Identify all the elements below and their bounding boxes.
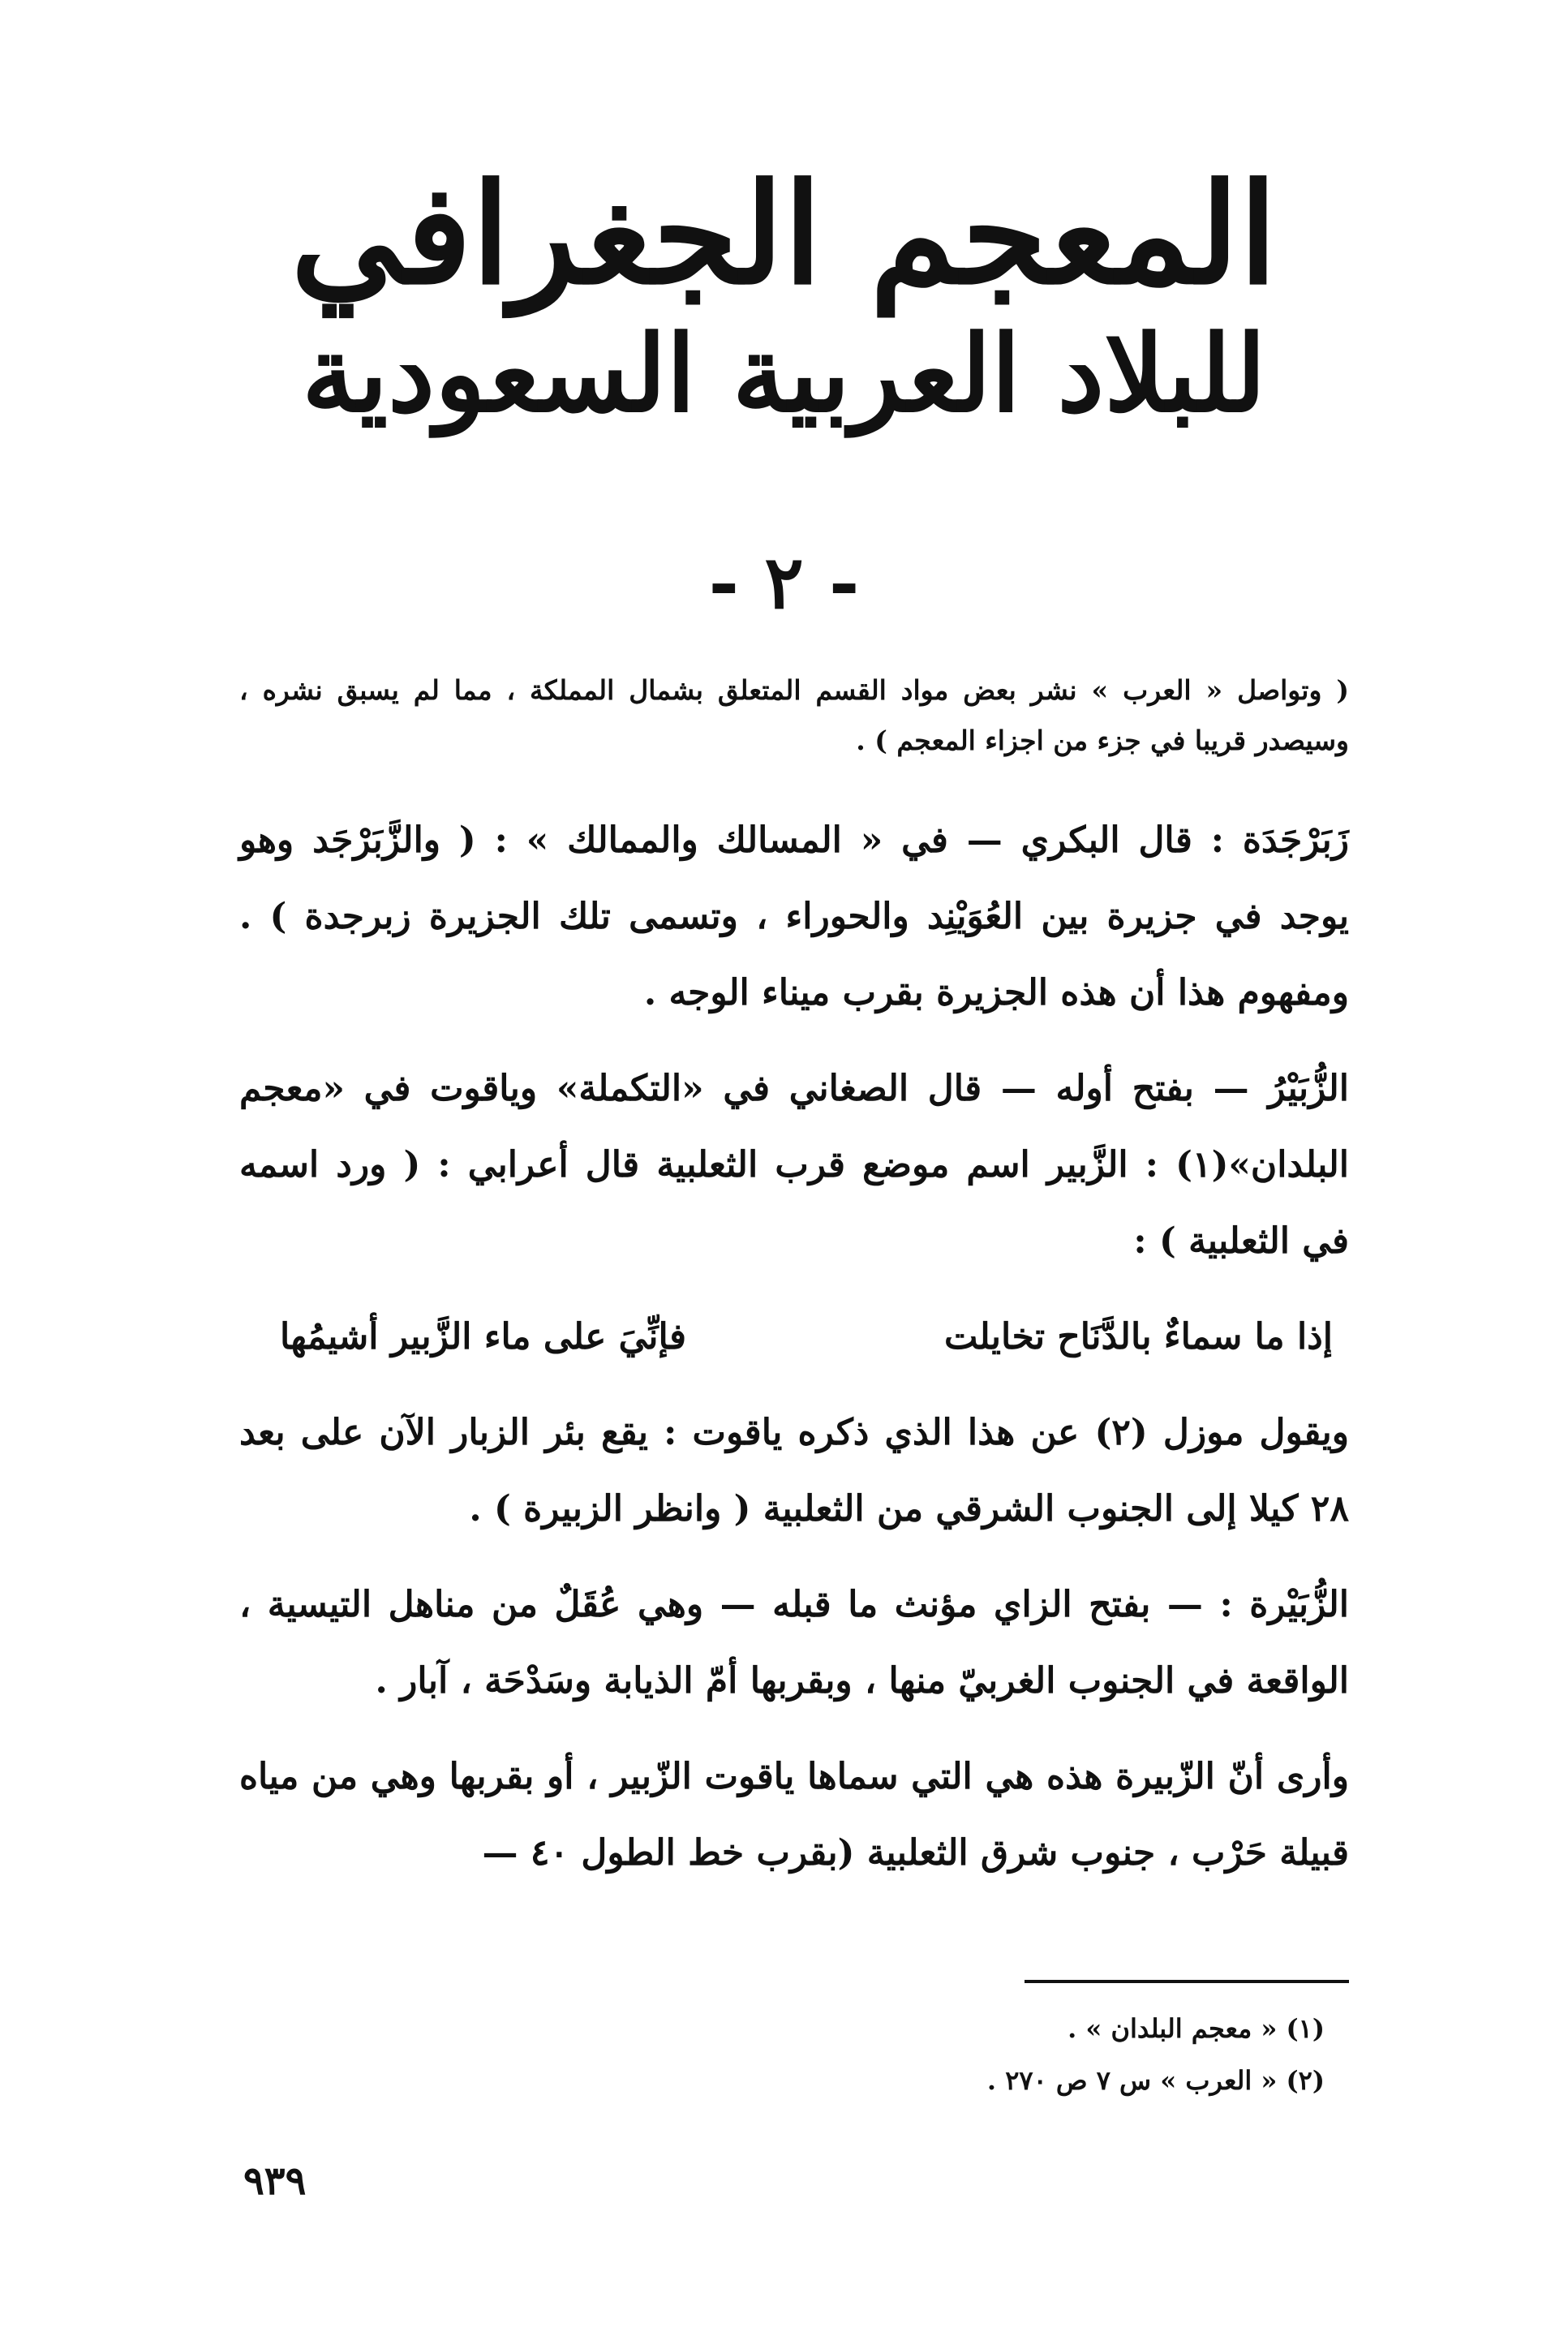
book-subtitle: للبلاد العربية السعودية <box>302 311 1266 436</box>
poetry-verse <box>280 1299 1333 1375</box>
editor-note: ( وتواصل « العرب » نشر بعض مواد القسم المتعلق بشمال المملكة ، مما لم يسبق نشره ، وسيصدر قريبا في جزء من اجزاء المعجم ) . <box>239 674 1349 756</box>
part-number: - ٢ - <box>708 540 860 626</box>
entry-zubayra: الزُّبَيْرة : — بفتح الزاي مؤنث ما قبله — وهي عُقَلٌ من مناهل التيسية ، الواقعة في الجنوب الغربيّ منها ، وبقربها أمّ الذيابة وسَدْحَة ، آبار . <box>239 1584 1349 1702</box>
entry-musil-note: ويقول موزل (٢) عن هذا الذي ذكره ياقوت : يقع بئر الزبار الآن على بعد ٢٨ كيلا إلى الجنوب الشرقي من الثعلبية ( وانظر الزبيرة ) . <box>239 1412 1349 1530</box>
entry-zubayr: الزُّبَيْرُ — بفتح أوله — قال الصغاني في «التكملة» وياقوت في «معجم البلدان»(١) : الزَّبير اسم موضع قرب الثعلبية قال أعرابي : ( ورد اسمه في الثعلبية ) : <box>239 1068 1349 1262</box>
entry-zabarjada: زَبَرْجَدَة : قال البكري — في « المسالك والممالك » : ( والزَّبَرْجَد وهو يوجد في جزيرة بين العُوَيْنِد والحوراء ، وتسمى تلك الجزيرة زبرجدة ) . ومفهوم هذا أن هذه الجزيرة بقرب ميناء الوجه . <box>239 820 1349 1013</box>
body-text <box>239 665 1349 1911</box>
footnotes <box>987 2003 1325 2106</box>
footnote-2: (٢) « العرب » س ٧ ص ٢٧٠ . <box>986 2065 1325 2096</box>
verse-hemistich-1: إذا ما سماءٌ بالدَّنَاح تخايلت <box>944 1316 1333 1358</box>
entry-author-opinion: وأرى أنّ الزّبيرة هذه هي التي سماها ياقوت الزّبير ، أو بقربها وهي من مياه قبيلة حَرْب ، جنوب شرق الثعلبية (بقرب خط الطول ٤٠ — <box>239 1756 1349 1874</box>
verse-hemistich-2: فإنِّيَ على ماء الزَّبير أشيمُها <box>280 1316 686 1358</box>
page-number: ٩٣٩ <box>243 2158 307 2204</box>
footnote-1: (١) « معجم البلدان » . <box>1068 2013 1325 2044</box>
book-title: المعجم الجغرافي <box>290 153 1278 316</box>
footnote-divider <box>1025 1980 1349 1983</box>
page-header <box>0 153 1568 436</box>
